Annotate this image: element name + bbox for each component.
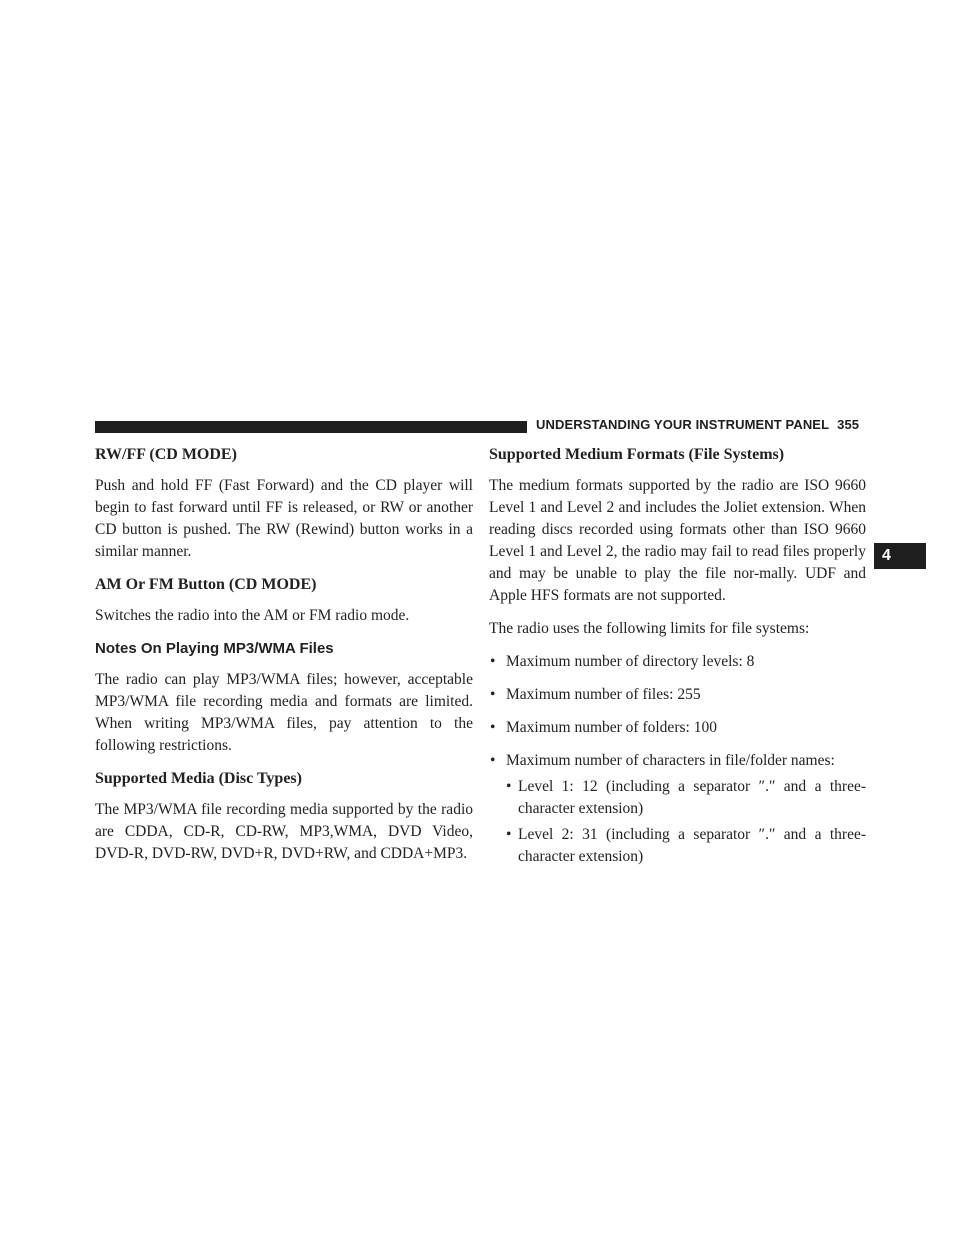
list-item: • Maximum number of characters in file/folder names: • Level 1: 12 (including a separator ″.″ and a three-character extension) • Level 2: 31 (including a separator ″.″ and a three-character extension) — [489, 750, 866, 868]
header-rule — [95, 421, 527, 433]
heading-am-fm: AM Or FM Button (CD MODE) — [95, 576, 317, 593]
list-item: • Maximum number of files: 255 — [489, 684, 866, 706]
paragraph-file-limits: The radio uses the following limits for file systems: — [489, 620, 810, 637]
file-limits-list — [489, 651, 866, 868]
running-header — [536, 417, 859, 432]
paragraph-supported-media: The MP3/WMA file recording media supported by the radio are CDDA, CD-R, CD-RW, MP3,WMA, DVD Video, DVD-R, DVD-RW, DVD+R, DVD+RW, and CDDA+MP3. — [95, 801, 473, 862]
section-title: UNDERSTANDING YOUR INSTRUMENT PANEL — [536, 417, 830, 432]
sub-list-item: • Level 1: 12 (including a separator ″.″ and a three-character extension) — [506, 776, 866, 820]
list-item: • Maximum number of directory levels: 8 — [489, 651, 866, 673]
left-column — [95, 444, 473, 865]
heading-medium-formats: Supported Medium Formats (File Systems) — [489, 446, 785, 463]
right-column — [489, 444, 866, 879]
paragraph-am-fm: Switches the radio into the AM or FM radio mode. — [95, 607, 410, 624]
name-length-sublist — [506, 776, 866, 868]
heading-supported-media: Supported Media (Disc Types) — [95, 770, 302, 787]
paragraph-mp3-wma-notes: The radio can play MP3/WMA files; however, acceptable MP3/WMA file recording media and formats are limited. When writing MP3/WMA files, pay attention to the following restrictions. — [95, 671, 473, 754]
page-number: 355 — [837, 417, 860, 432]
heading-mp3-wma-notes: Notes On Playing MP3/WMA Files — [95, 640, 334, 657]
paragraph-rw-ff: Push and hold FF (Fast Forward) and the CD player will begin to fast forward until FF is released, or RW or another CD button is pushed. The RW (Rewind) button works in a similar manner. — [95, 477, 473, 560]
heading-rw-ff: RW/FF (CD MODE) — [95, 446, 237, 463]
list-item: • Maximum number of folders: 100 — [489, 717, 866, 739]
chapter-tab: 4 — [874, 543, 926, 569]
sub-list-item: • Level 2: 31 (including a separator ″.″ and a three-character extension) — [506, 824, 866, 868]
paragraph-medium-formats: The medium formats supported by the radio are ISO 9660 Level 1 and Level 2 and includes the Joliet extension. When reading discs recorded using formats other than ISO 9660 Level 1 and Level 2, the radio may fail to read files properly and may be unable to play the file nor-mally. UDF and Apple HFS formats are not supported. — [489, 477, 866, 604]
